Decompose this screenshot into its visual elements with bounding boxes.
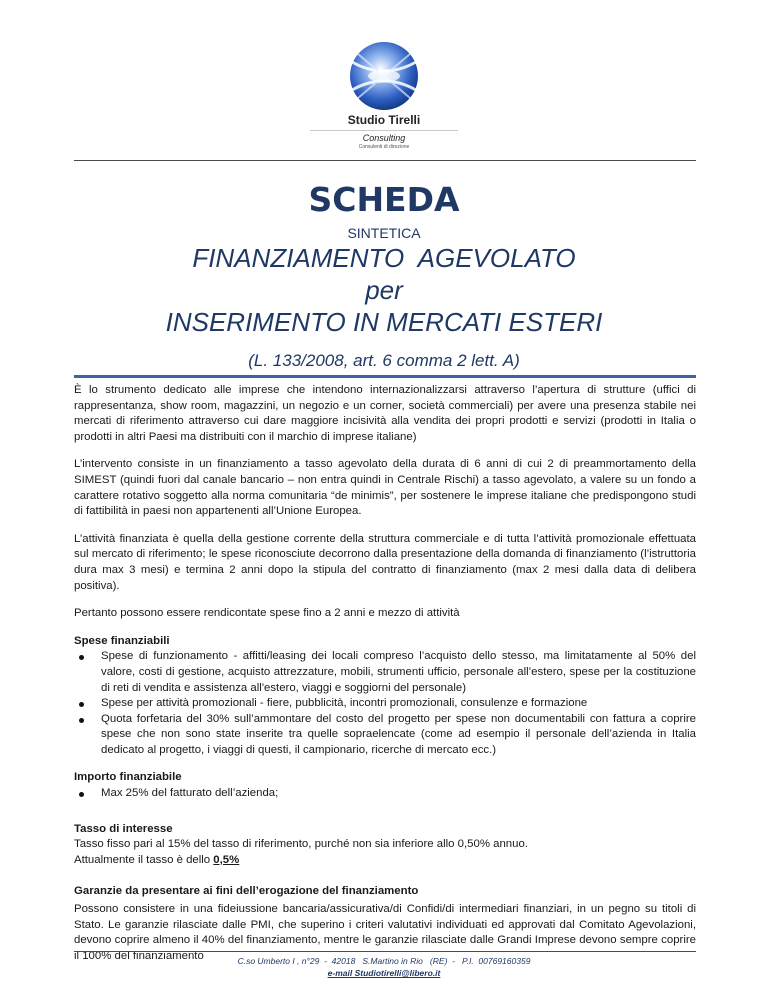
tasso-value: 0,5% xyxy=(213,853,240,866)
footer-divider xyxy=(74,951,696,952)
paragraph-garanzie: Possono consistere in una fideiussione bancaria/assicurativa/di Confidi/di intermediari finanziari, in un pegno su titoli di Stato. Le garanzie rilasciate dalle PMI, che superino i criteri valutativi individuati ed approvati dal Comitato Agevolazioni, devono coprire almeno il 40% del finanziamento, mentre le garanzie rilasciate dalle Grandi Imprese devono sempre coprire il 100% del finanziamento xyxy=(74,903,696,962)
tasso-line2: Attualmente il tasso è dello 0,5% xyxy=(74,853,240,866)
globe-logo-icon xyxy=(344,40,424,112)
list-spese xyxy=(74,649,696,758)
bullet-icon xyxy=(79,702,84,707)
studio-name: Studio Tirelli xyxy=(347,113,421,127)
title-sintetica: SINTETICA xyxy=(347,225,421,241)
title-divider xyxy=(74,375,696,378)
title-block xyxy=(0,178,768,372)
paragraph-intro: È lo strumento dedicato alle imprese che intendono internazionalizzarsi attraverso l’apertura di strutture (uffici di rappresentanza, show room, magazzini, un negozio e un corner, società commerciali) per avere una presenza stabile nei mercati di riferimento attraverso cui dare maggiore incisività alla vendita dei propri prodotti e servizi (prodotti in Italia o prodotti in altri Paesi ma distribuiti con il marchio di imprese italiane) xyxy=(74,384,696,443)
header-divider xyxy=(74,160,696,161)
consulting-label: Consulting xyxy=(362,133,406,143)
title-line3: INSERIMENTO IN MERCATI ESTERI xyxy=(165,307,603,337)
paragraph-attivita: L’attività finanziata è quella della gestione corrente della struttura commerciale e di tutta l’attività promozionale effettuata sul mercato di riferimento; le spese riconosciute decorrono dalla presentazione della domanda di finanziamento (l’istruttoria dura max 3 mesi) e termina 2 anni dopo la stipula del contratto di finanziamento (max 2 mesi dalla data di delibera positiva). xyxy=(74,532,696,592)
consulenti-label: Consulenti di direzione xyxy=(358,144,410,150)
title-law: (L. 133/2008, art. 6 comma 2 lett. A) xyxy=(248,351,520,370)
heading-tasso: Tasso di interesse xyxy=(74,822,173,835)
list-item: Spese di funzionamento - affitti/leasing dei locali compreso l’acquisto dello stesso, ma limitatamente al 50% del valore, costi di gestione, acquisto attrezzature, mobili, strumenti ufficio, personale all’estero, spese per la costituzione di reti di vendita e assistenza all'estero, viaggi e soggiorni del personale) xyxy=(74,649,696,696)
list-importo xyxy=(74,786,696,802)
logo-divider xyxy=(310,130,458,131)
title-line1: FINANZIAMENTO AGEVOLATO xyxy=(192,243,576,273)
list-item: Quota forfetaria del 30% sull’ammontare del costo del progetto per spese non documentabili con fattura a coprire spese che non sono state inserite tra quelle sopraelencate (come ad esempio il personale dell’azienda in Italia dedicato al progetto, i viaggi di questi, il campionario, ricerche di mercato ecc.) xyxy=(74,712,696,759)
footer xyxy=(0,955,768,979)
list-item: Max 25% del fatturato dell’azienda; xyxy=(74,786,696,802)
paragraph-intervento: L’intervento consiste in un finanziamento a tasso agevolato della durata di 6 anni di cui 2 di preammortamento della SIMEST (quindi fuori dal canale bancario – non entra quindi in Centrale Rischi) a tasso agevolato, a valere su un fondo a carattere rotativo soggetto alla norma comunitaria “de minimis”, per sostenere le imprese italiane che predispongono studi di fattibilità in paesi non appartenenti all’Unione Europea. xyxy=(74,458,696,518)
heading-spese: Spese finanziabili xyxy=(74,634,170,647)
heading-garanzie: Garanzie da presentare ai fini dell’erogazione del finanziamento xyxy=(74,885,419,898)
document-body xyxy=(74,383,696,976)
title-line2: per xyxy=(365,275,403,305)
list-item: Spese per attività promozionali - fiere, pubblicità, incontri promozionali, consulenze e formazione xyxy=(74,696,696,712)
bullet-icon xyxy=(79,655,84,660)
paragraph-pertanto: Pertanto possono essere rendicontate spese fino a 2 anni e mezzo di attività xyxy=(74,607,460,620)
footer-email[interactable]: e-mail Studiotirelli@libero.it xyxy=(327,968,441,978)
bullet-icon xyxy=(79,792,84,797)
footer-address: C.so Umberto I , n°29 - 42018 S.Martino in Rio (RE) - P.I. 00769160359 xyxy=(237,956,531,966)
tasso-line1: Tasso fisso pari al 15% del tasso di riferimento, purché non sia inferiore allo 0,50% annuo. xyxy=(74,838,528,851)
bullet-icon xyxy=(79,718,84,723)
heading-importo: Importo finanziabile xyxy=(74,771,182,784)
title-scheda: SCHEDA xyxy=(308,180,460,219)
